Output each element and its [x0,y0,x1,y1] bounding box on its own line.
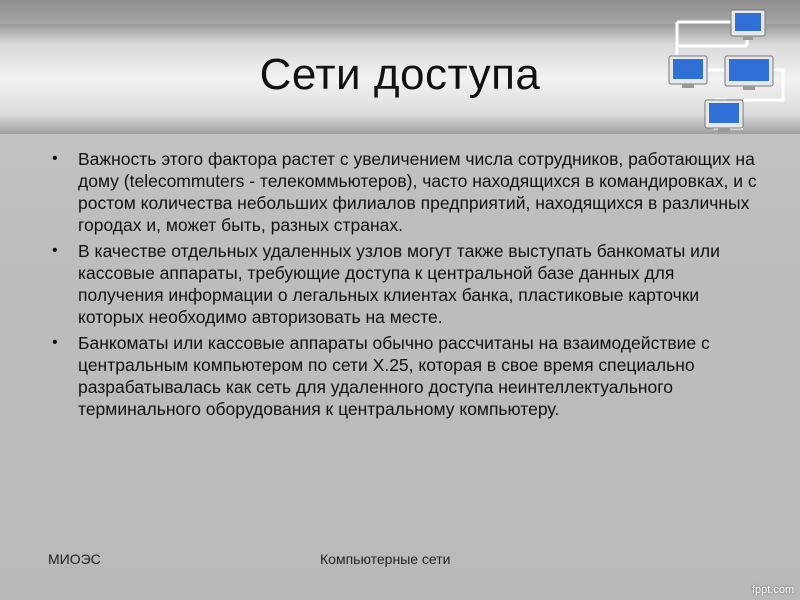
bullet-item [50,332,762,420]
watermark: fppt.com [752,584,795,596]
bullet-item [50,148,762,236]
monitor-icon [731,10,765,40]
monitor-icon [705,100,743,132]
bullet-dot-icon: • [52,242,58,259]
bullet-dot-icon: • [52,150,58,167]
network-computers-icon [655,4,800,134]
monitor-icon [725,56,773,90]
bullet-text: Важность этого фактора растет с увеличением числа сотрудников, работающих на дому (telecommuters - телекоммьютеров), часто находящихся в командировках, и с ростом количества небольших филиалов предприятий, находящихся в различных городах и, может быть, разных странах. [78,149,757,235]
slide-title: Сети доступа [259,50,541,99]
bullet-text: В качестве отдельных удаленных узлов могут также выступать банкоматы или кассовые аппараты, требующие доступа к центральной базе данных для получения информации о легальных клиентах банка, пластиковые карточки которых необходимо авторизовать на месте. [78,241,720,327]
footer-organization: МИОЭС [48,551,101,567]
bullet-text: Банкоматы или кассовые аппараты обычно рассчитаны на взаимодействие с центральным компьютером по сети X.25, которая в свое время специально разрабатывалась как сеть для удаленного доступа неинтеллектуального терминального оборудования к центральному компьютеру. [78,333,710,419]
bullet-list [50,148,762,424]
bullet-item [50,240,762,328]
monitor-icon [669,56,707,88]
bullet-dot-icon: • [52,334,58,351]
footer-course-name: Компьютерные сети [320,551,451,567]
